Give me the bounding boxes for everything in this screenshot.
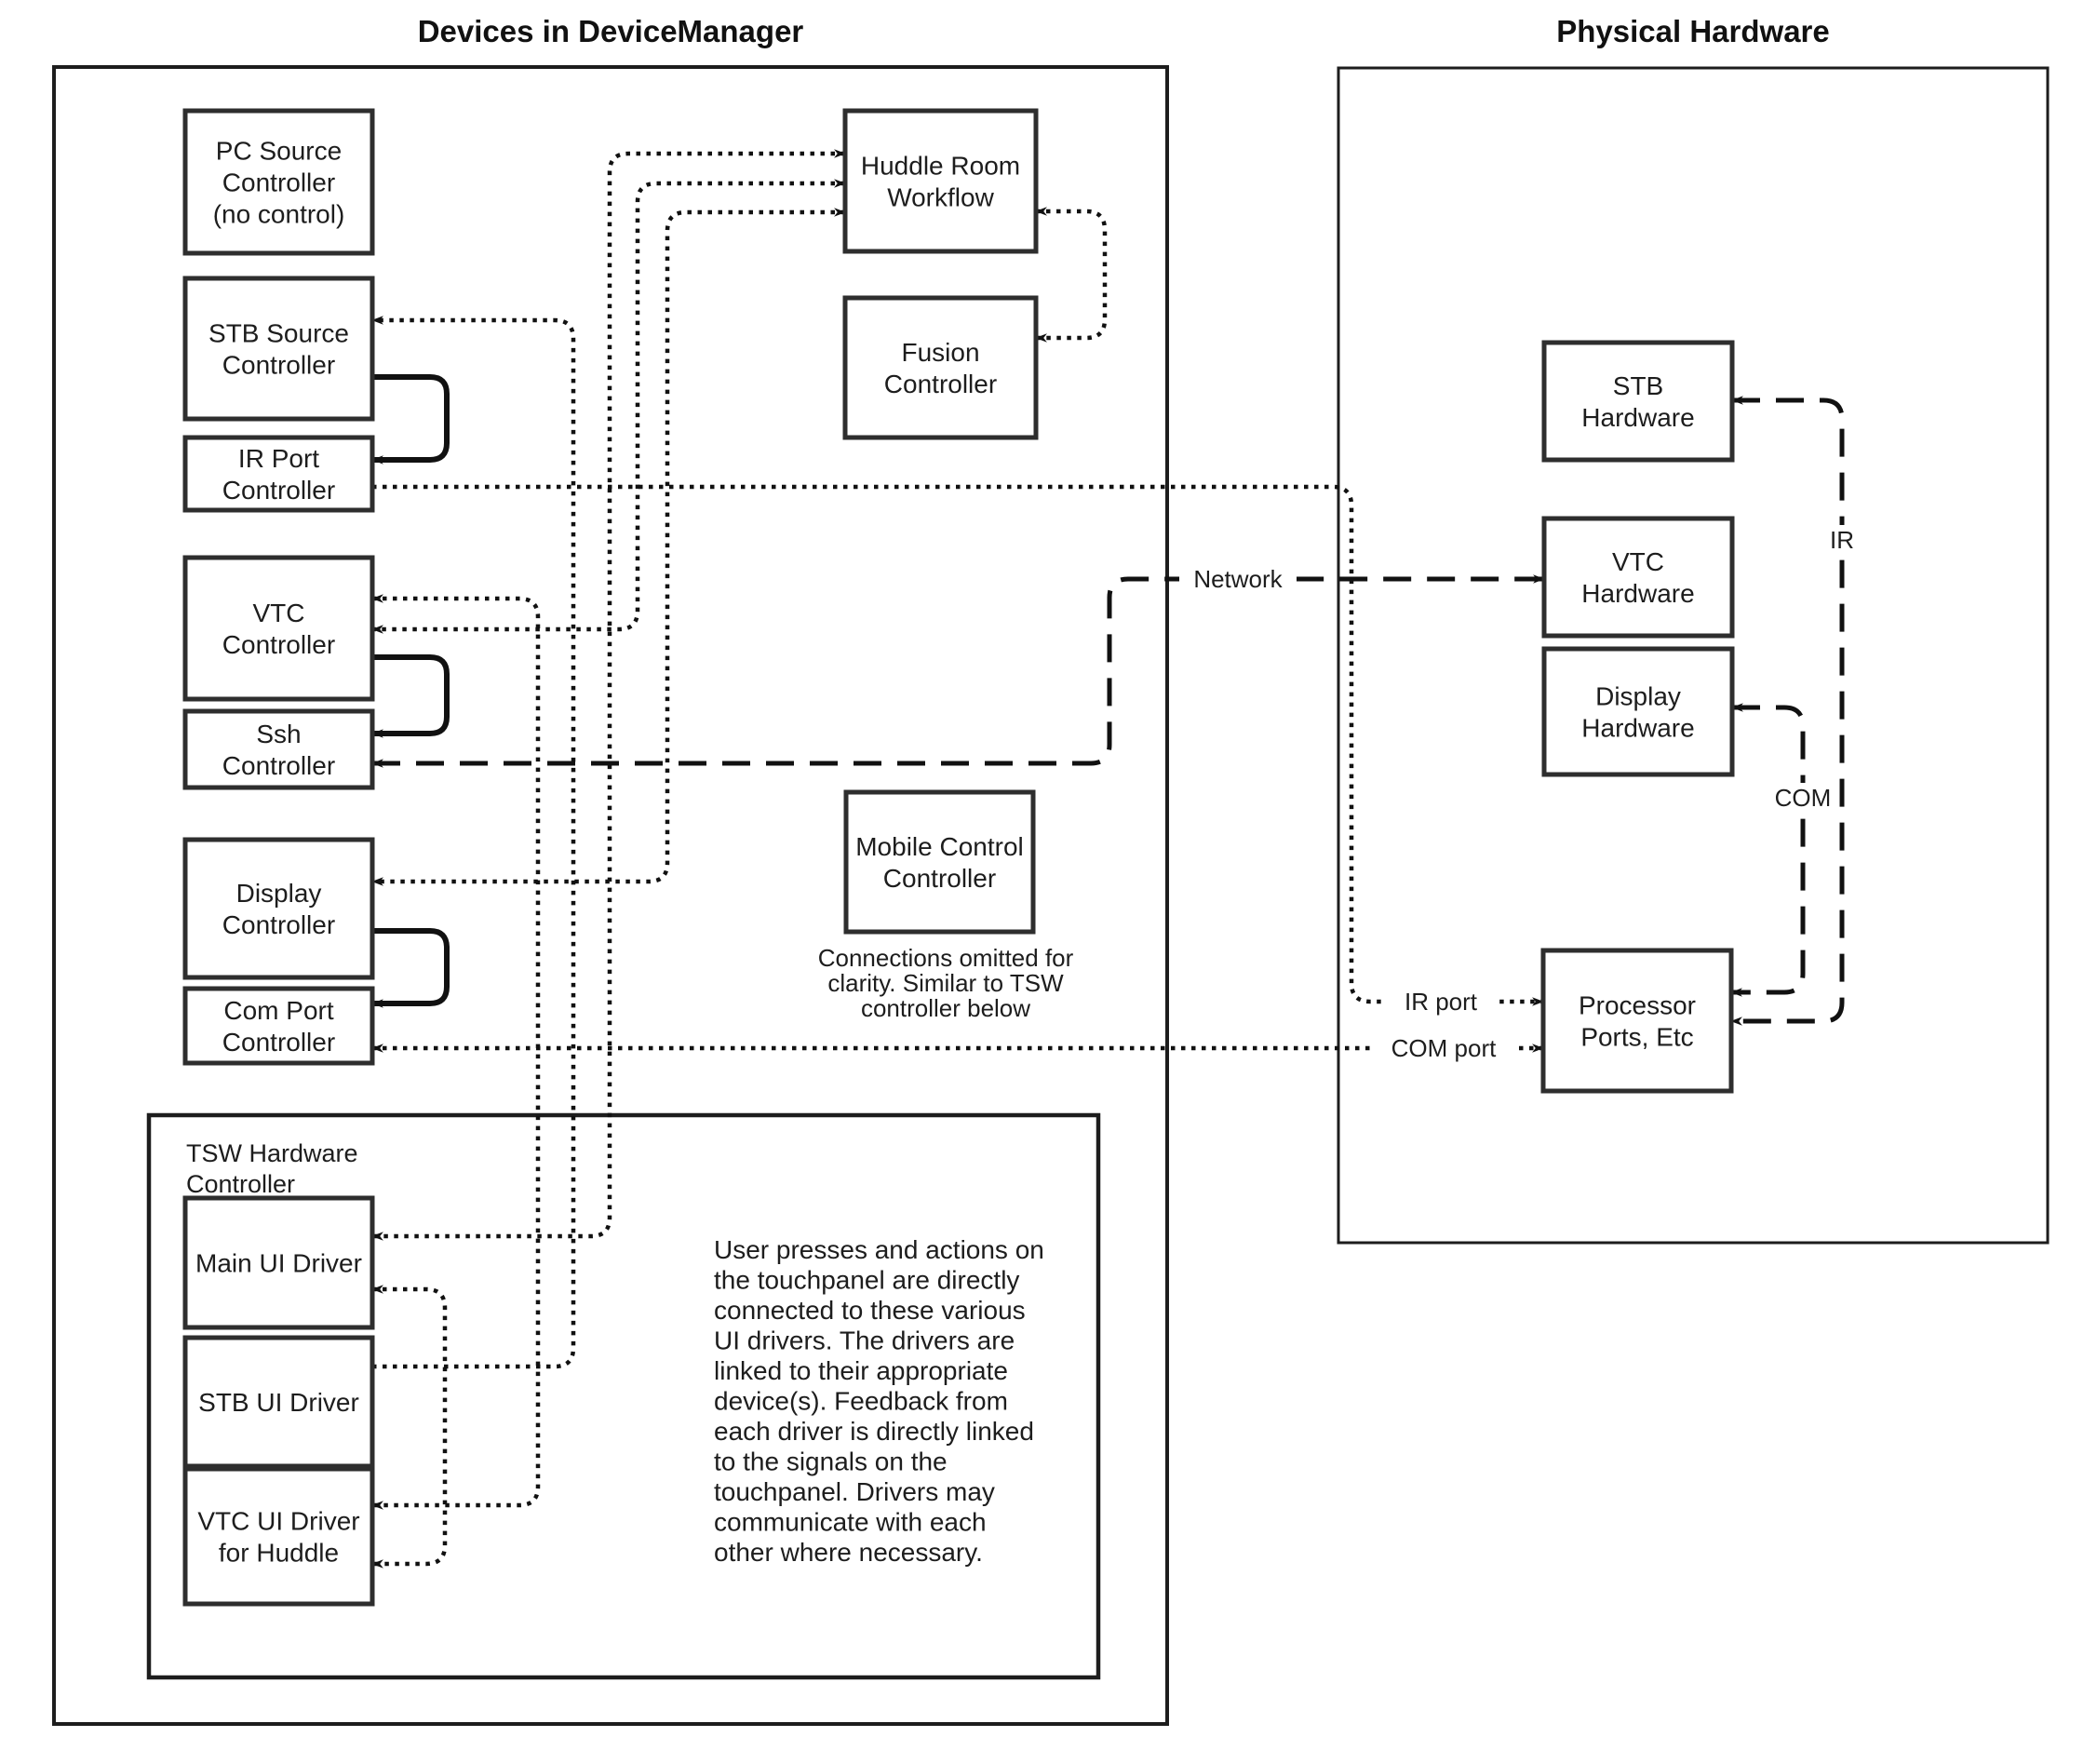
vtc-hardware-box [1544,518,1732,636]
tsw-drivers-note [714,1235,1044,1567]
network-label-text: Network [1193,565,1283,593]
vtc-hardware-label: Hardware [1581,579,1695,608]
ir-port-label [1383,987,1499,1017]
huddle-room-workflow [845,111,1036,251]
display-to-com-port-loop [372,931,447,1003]
ir-label-text: IR [1830,526,1854,554]
mobile-controller-note-line: clarity. Similar to TSW [827,969,1064,997]
tsw-drivers-note-line: touchpanel. Drivers may [714,1477,995,1506]
tsw-drivers-note-line: communicate with each [714,1507,987,1537]
ir-port-controller-label: Controller [222,476,336,505]
processor-ir-to-stb-hardware [1731,400,1842,1021]
ir-port-label-text: IR port [1404,988,1478,1016]
processor-com-to-display-hardware [1731,707,1803,992]
mobile-controller-note [818,944,1074,1022]
huddle-room-workflow-label: Huddle Room [860,151,1021,181]
ssh-controller-label: Ssh [256,720,302,748]
ir-port-controller-label: IR Port [237,444,320,473]
stb-source-controller [185,278,372,419]
com-port-label-text: COM port [1391,1034,1497,1062]
vtc-ui-driver-for-huddle-label: VTC UI Driver [197,1506,360,1536]
huddle-to-main-ui-driver [372,154,845,1236]
ssh-controller-network-to-vtc-hardware [372,579,1544,763]
mobile-control-controller [846,792,1033,932]
pc-source-controller-label: (no control) [212,199,345,229]
stb-ui-driver [185,1338,372,1466]
com-port-controller [185,989,372,1063]
fusion-controller [845,298,1036,438]
stb-hardware [1544,343,1732,460]
tsw-drivers-note-line: UI drivers. The drivers are [714,1326,1015,1355]
vtc-controller [185,558,372,699]
display-hardware [1544,649,1732,774]
fusion-controller-label: Fusion [901,338,980,367]
display-controller-label: Display [235,879,322,908]
vtc-to-ssh-loop [372,657,447,734]
processor-ports-etc [1543,950,1731,1091]
tsw-drivers-note-line: each driver is directly linked [714,1417,1034,1446]
tsw-drivers-note-line: the touchpanel are directly [714,1265,1020,1295]
ssh-controller-label: Controller [222,751,336,780]
pc-source-controller [185,111,372,253]
huddle-to-display-controller [372,212,845,882]
tsw-drivers-note-line: to the signals on the [714,1447,948,1476]
vtc-hardware [1544,518,1732,636]
display-controller [185,840,372,977]
vtc-controller-label: Controller [222,630,336,659]
mobile-controller-note-line: Connections omitted for [817,944,1074,972]
vtc-ui-driver-for-huddle-box [185,1469,372,1604]
mobile-control-controller-box [846,792,1033,932]
stb-hardware-label: STB [1612,371,1664,400]
network-label [1179,564,1297,594]
stb-hardware-box [1544,343,1732,460]
pc-source-controller-label: Controller [222,168,336,197]
display-hardware-label: Display [1595,681,1681,711]
com-port-controller-label: Controller [222,1028,336,1057]
mobile-controller-note-line: controller below [860,994,1031,1022]
com-label [1767,783,1839,813]
tsw-drivers-note-line: device(s). Feedback from [714,1386,1008,1416]
tsw-drivers-note-line: connected to these various [714,1296,1026,1325]
stb-source-to-ir-port-loop [372,377,447,460]
devices-in-devicemanager-title: Devices in DeviceManager [417,14,804,48]
display-controller-box [185,840,372,977]
main-ui-driver [185,1198,372,1327]
ir-label [1820,525,1864,555]
ssh-controller [185,711,372,788]
huddle-room-workflow-box [845,111,1036,251]
processor-ports-etc-label: Processor [1578,990,1697,1020]
tsw-drivers-note-line: User presses and actions on [714,1235,1044,1264]
fusion-controller-label: Controller [883,370,998,398]
stb-source-controller-box [185,278,372,419]
ir-port-controller [185,438,372,510]
processor-ports-etc-box [1543,950,1731,1091]
processor-ports-etc-label: Ports, Etc [1580,1022,1694,1052]
vtc-ui-driver-for-huddle-label: for Huddle [218,1538,340,1568]
mobile-control-controller-label: Controller [882,864,997,893]
main-ui-driver-label: Main UI Driver [195,1248,362,1278]
physical-hardware-title: Physical Hardware [1556,14,1830,48]
tsw-drivers-note-line: linked to their appropriate [714,1356,1008,1385]
stb-source-controller-label: Controller [222,350,336,380]
vtc-controller-label: VTC [252,599,305,627]
vtc-controller-box [185,558,372,699]
main-ui-driver-to-vtc-ui-driver [372,1289,445,1564]
tsw-drivers-note-line: other where necessary. [714,1538,983,1567]
stb-ui-driver-to-stb-source-controller [372,320,573,1367]
com-port-label [1373,1033,1514,1063]
mobile-control-controller-label: Mobile Control [855,832,1024,861]
tsw-hardware-controller-container-label: Controller [186,1170,296,1198]
huddle-room-workflow-label: Workflow [887,182,994,212]
tsw-hardware-controller-container-label: TSW Hardware [186,1139,358,1167]
display-controller-label: Controller [222,910,336,939]
stb-hardware-label: Hardware [1581,403,1695,432]
huddle-to-fusion-controller [1036,211,1105,338]
stb-source-controller-label: STB Source [208,318,349,348]
com-label-text: COM [1774,784,1832,812]
fusion-controller-box [845,298,1036,438]
com-port-controller-label: Com Port [223,996,334,1025]
display-hardware-label: Hardware [1581,713,1695,743]
vtc-ui-driver-for-huddle [185,1469,372,1604]
stb-ui-driver-label: STB UI Driver [198,1388,359,1417]
display-hardware-box [1544,649,1732,774]
pc-source-controller-label: PC Source [215,136,343,166]
vtc-hardware-label: VTC [1612,547,1664,576]
